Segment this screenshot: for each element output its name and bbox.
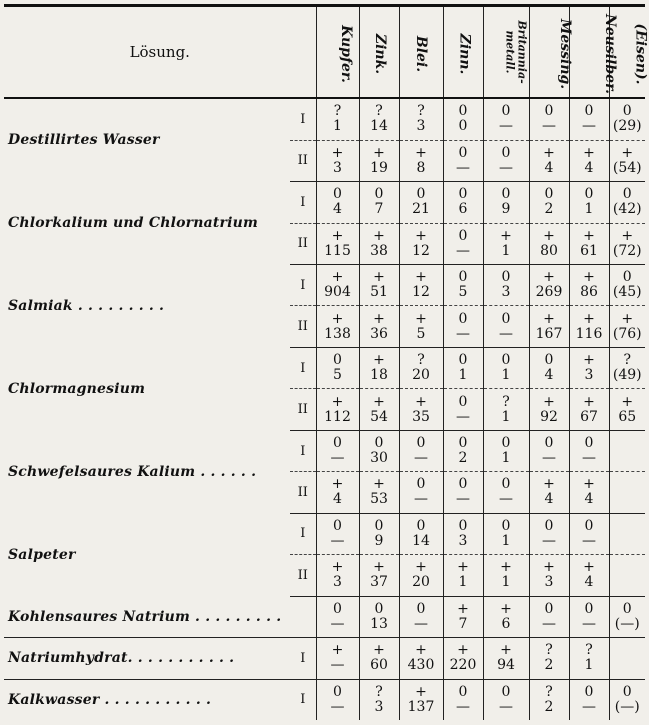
- cell: 0 —: [399, 430, 443, 471]
- cell: + 54: [359, 389, 399, 430]
- cell: + 4: [316, 472, 359, 513]
- cell: [609, 638, 645, 679]
- trial-label: II: [290, 140, 316, 181]
- cell: 0 —: [569, 98, 609, 140]
- cell: + 35: [399, 389, 443, 430]
- cell: 0 2: [529, 182, 569, 223]
- cell: + 53: [359, 472, 399, 513]
- cell: 0 1: [483, 347, 529, 388]
- table-row: [4, 513, 645, 554]
- cell: + 67: [569, 389, 609, 430]
- cell: 0 —: [483, 140, 529, 181]
- solution-name: Natriumhydrat. . . . . . . . . . .: [4, 638, 290, 679]
- trial-label: II: [290, 223, 316, 264]
- cell: ? 1: [316, 98, 359, 140]
- cell: ? (49): [609, 347, 645, 388]
- cell: + 65: [609, 389, 645, 430]
- solution-name: Schwefelsaures Kalium . . . . . .: [8, 463, 257, 480]
- cell: + 19: [359, 140, 399, 181]
- cell: 0 (29): [609, 98, 645, 140]
- cell: + 86: [569, 264, 609, 305]
- solution-name: Salpeter: [8, 546, 76, 563]
- table-row: [4, 98, 645, 140]
- trial-label: I: [300, 692, 306, 708]
- cell: 0 2: [443, 430, 483, 471]
- cell: + 1: [483, 223, 529, 264]
- cell: + 37: [359, 555, 399, 596]
- cell: + 269: [529, 264, 569, 305]
- cell: 0 —: [529, 513, 569, 554]
- cell: 0 —: [443, 140, 483, 181]
- table-row: [4, 347, 645, 388]
- cell: 0 —: [529, 98, 569, 140]
- trial-label: I: [290, 182, 316, 223]
- cell: 0 9: [359, 513, 399, 554]
- cell: 0 —: [483, 98, 529, 140]
- cell: + 80: [529, 223, 569, 264]
- cell: ? 1: [483, 389, 529, 430]
- cell: 0 13: [359, 596, 399, 637]
- cell: 0 (45): [609, 264, 645, 305]
- cell: + (76): [609, 306, 645, 347]
- solution-name: Chlormagnesium: [8, 380, 146, 397]
- cell: 0 0: [443, 98, 483, 140]
- header-britanniametall: Britannia- metall.: [483, 6, 529, 99]
- cell: 0 21: [399, 182, 443, 223]
- cell: + —: [316, 638, 359, 679]
- cell: [609, 472, 645, 513]
- solution-name: Chlorkalium und Chlornatrium: [8, 215, 259, 232]
- solution-name: Kohlensaures Natrium . . . . . . . . .: [4, 596, 290, 637]
- header-kupfer: Kupfer.: [316, 6, 359, 99]
- cell: + 51: [359, 264, 399, 305]
- cell: ? 3: [359, 679, 399, 720]
- cell: + 3: [316, 555, 359, 596]
- cell: 0 5: [316, 347, 359, 388]
- cell: + 92: [529, 389, 569, 430]
- cell: 0 3: [483, 264, 529, 305]
- cell: 0 4: [529, 347, 569, 388]
- cell: + 12: [399, 264, 443, 305]
- cell: 0 —: [443, 306, 483, 347]
- solubility-table: [4, 4, 649, 720]
- cell: + 4: [569, 555, 609, 596]
- table-header-row: [4, 6, 645, 99]
- cell: + 112: [316, 389, 359, 430]
- cell: + 115: [316, 223, 359, 264]
- cell: + 137: [399, 679, 443, 720]
- cell: + 167: [529, 306, 569, 347]
- cell: 0 —: [399, 596, 443, 637]
- cell: + 8: [399, 140, 443, 181]
- solution-name: Kalkwasser . . . . . . . . . . .: [8, 691, 212, 708]
- cell: 0 —: [529, 430, 569, 471]
- cell: 0 3: [443, 513, 483, 554]
- cell: + 7: [443, 596, 483, 637]
- cell: 0 4: [316, 182, 359, 223]
- cell: 0 —: [316, 430, 359, 471]
- header-eisen: (Eisen).: [609, 6, 645, 99]
- cell: + 12: [399, 223, 443, 264]
- cell: ? 2: [529, 679, 569, 720]
- cell: 0 —: [483, 472, 529, 513]
- cell: 0 —: [569, 513, 609, 554]
- trial-label: II: [290, 306, 316, 347]
- cell: 0 5: [443, 264, 483, 305]
- cell: 0 7: [359, 182, 399, 223]
- cell: 0 —: [316, 513, 359, 554]
- cell: + 36: [359, 306, 399, 347]
- table-row: [4, 182, 645, 223]
- header-zink: Zink.: [359, 6, 399, 99]
- trial-label: II: [290, 555, 316, 596]
- cell: + 20: [399, 555, 443, 596]
- header-messing: Messing.: [529, 6, 569, 99]
- cell: + (72): [609, 223, 645, 264]
- trial-label: [290, 596, 316, 637]
- cell: 0 —: [443, 223, 483, 264]
- cell: ? 20: [399, 347, 443, 388]
- cell: + 5: [399, 306, 443, 347]
- cell: + 3: [569, 347, 609, 388]
- cell: 0 (—): [609, 596, 645, 637]
- table-row: [4, 679, 645, 720]
- trial-label: I: [290, 638, 316, 679]
- cell: 0 —: [569, 596, 609, 637]
- trial-label: I: [290, 430, 316, 471]
- cell: + (54): [609, 140, 645, 181]
- cell: [609, 555, 645, 596]
- cell: + 4: [569, 140, 609, 181]
- cell: 0 1: [483, 513, 529, 554]
- cell: 0 6: [443, 182, 483, 223]
- header-blei: Blei.: [399, 6, 443, 99]
- cell: [609, 513, 645, 554]
- cell: + 430: [399, 638, 443, 679]
- table-row: [4, 596, 645, 637]
- cell: + 6: [483, 596, 529, 637]
- cell: ? 1: [569, 638, 609, 679]
- cell: + 18: [359, 347, 399, 388]
- cell: + 4: [529, 472, 569, 513]
- cell: + 138: [316, 306, 359, 347]
- cell: + 4: [569, 472, 609, 513]
- cell: 0 —: [443, 389, 483, 430]
- cell: ? 14: [359, 98, 399, 140]
- cell: [609, 430, 645, 471]
- table-row: [4, 638, 645, 679]
- cell: 0 —: [483, 306, 529, 347]
- cell: 0 9: [483, 182, 529, 223]
- cell: 0 —: [569, 430, 609, 471]
- cell: 0 1: [443, 347, 483, 388]
- table-row: [4, 430, 645, 471]
- cell: 0 —: [443, 472, 483, 513]
- cell: + 3: [316, 140, 359, 181]
- cell: 0 (—): [609, 679, 645, 720]
- trial-label: I: [290, 98, 316, 140]
- cell: ? 3: [399, 98, 443, 140]
- cell: 0 —: [483, 679, 529, 720]
- cell: + 220: [443, 638, 483, 679]
- cell: 0 (42): [609, 182, 645, 223]
- cell: + 904: [316, 264, 359, 305]
- cell: 0 —: [529, 596, 569, 637]
- cell: + 60: [359, 638, 399, 679]
- solution-name: Salmiak . . . . . . . . .: [8, 297, 165, 314]
- cell: 0 —: [399, 472, 443, 513]
- cell: + 1: [443, 555, 483, 596]
- trial-label: II: [290, 472, 316, 513]
- cell: 0 1: [569, 182, 609, 223]
- cell: 0 14: [399, 513, 443, 554]
- table-row: [4, 264, 645, 305]
- trial-label: I: [290, 264, 316, 305]
- cell: 0 1: [483, 430, 529, 471]
- cell: 0 —: [569, 679, 609, 720]
- cell: ? 2: [529, 638, 569, 679]
- trial-label: I: [290, 347, 316, 388]
- cell: + 61: [569, 223, 609, 264]
- header-neusilber: Neusilber.: [569, 6, 609, 99]
- cell: + 3: [529, 555, 569, 596]
- header-zinn: Zinn.: [443, 6, 483, 99]
- cell: + 4: [529, 140, 569, 181]
- solution-name: Destillirtes Wasser: [8, 132, 160, 149]
- cell: 0 —: [316, 596, 359, 637]
- cell: + 116: [569, 306, 609, 347]
- cell: 0 30: [359, 430, 399, 471]
- trial-label: II: [290, 389, 316, 430]
- cell: + 1: [483, 555, 529, 596]
- cell: 0 —: [316, 679, 359, 720]
- cell: + 94: [483, 638, 529, 679]
- cell: + 38: [359, 223, 399, 264]
- trial-label: I: [290, 513, 316, 554]
- cell: 0 —: [443, 679, 483, 720]
- header-loesung: Lösung.: [4, 6, 316, 99]
